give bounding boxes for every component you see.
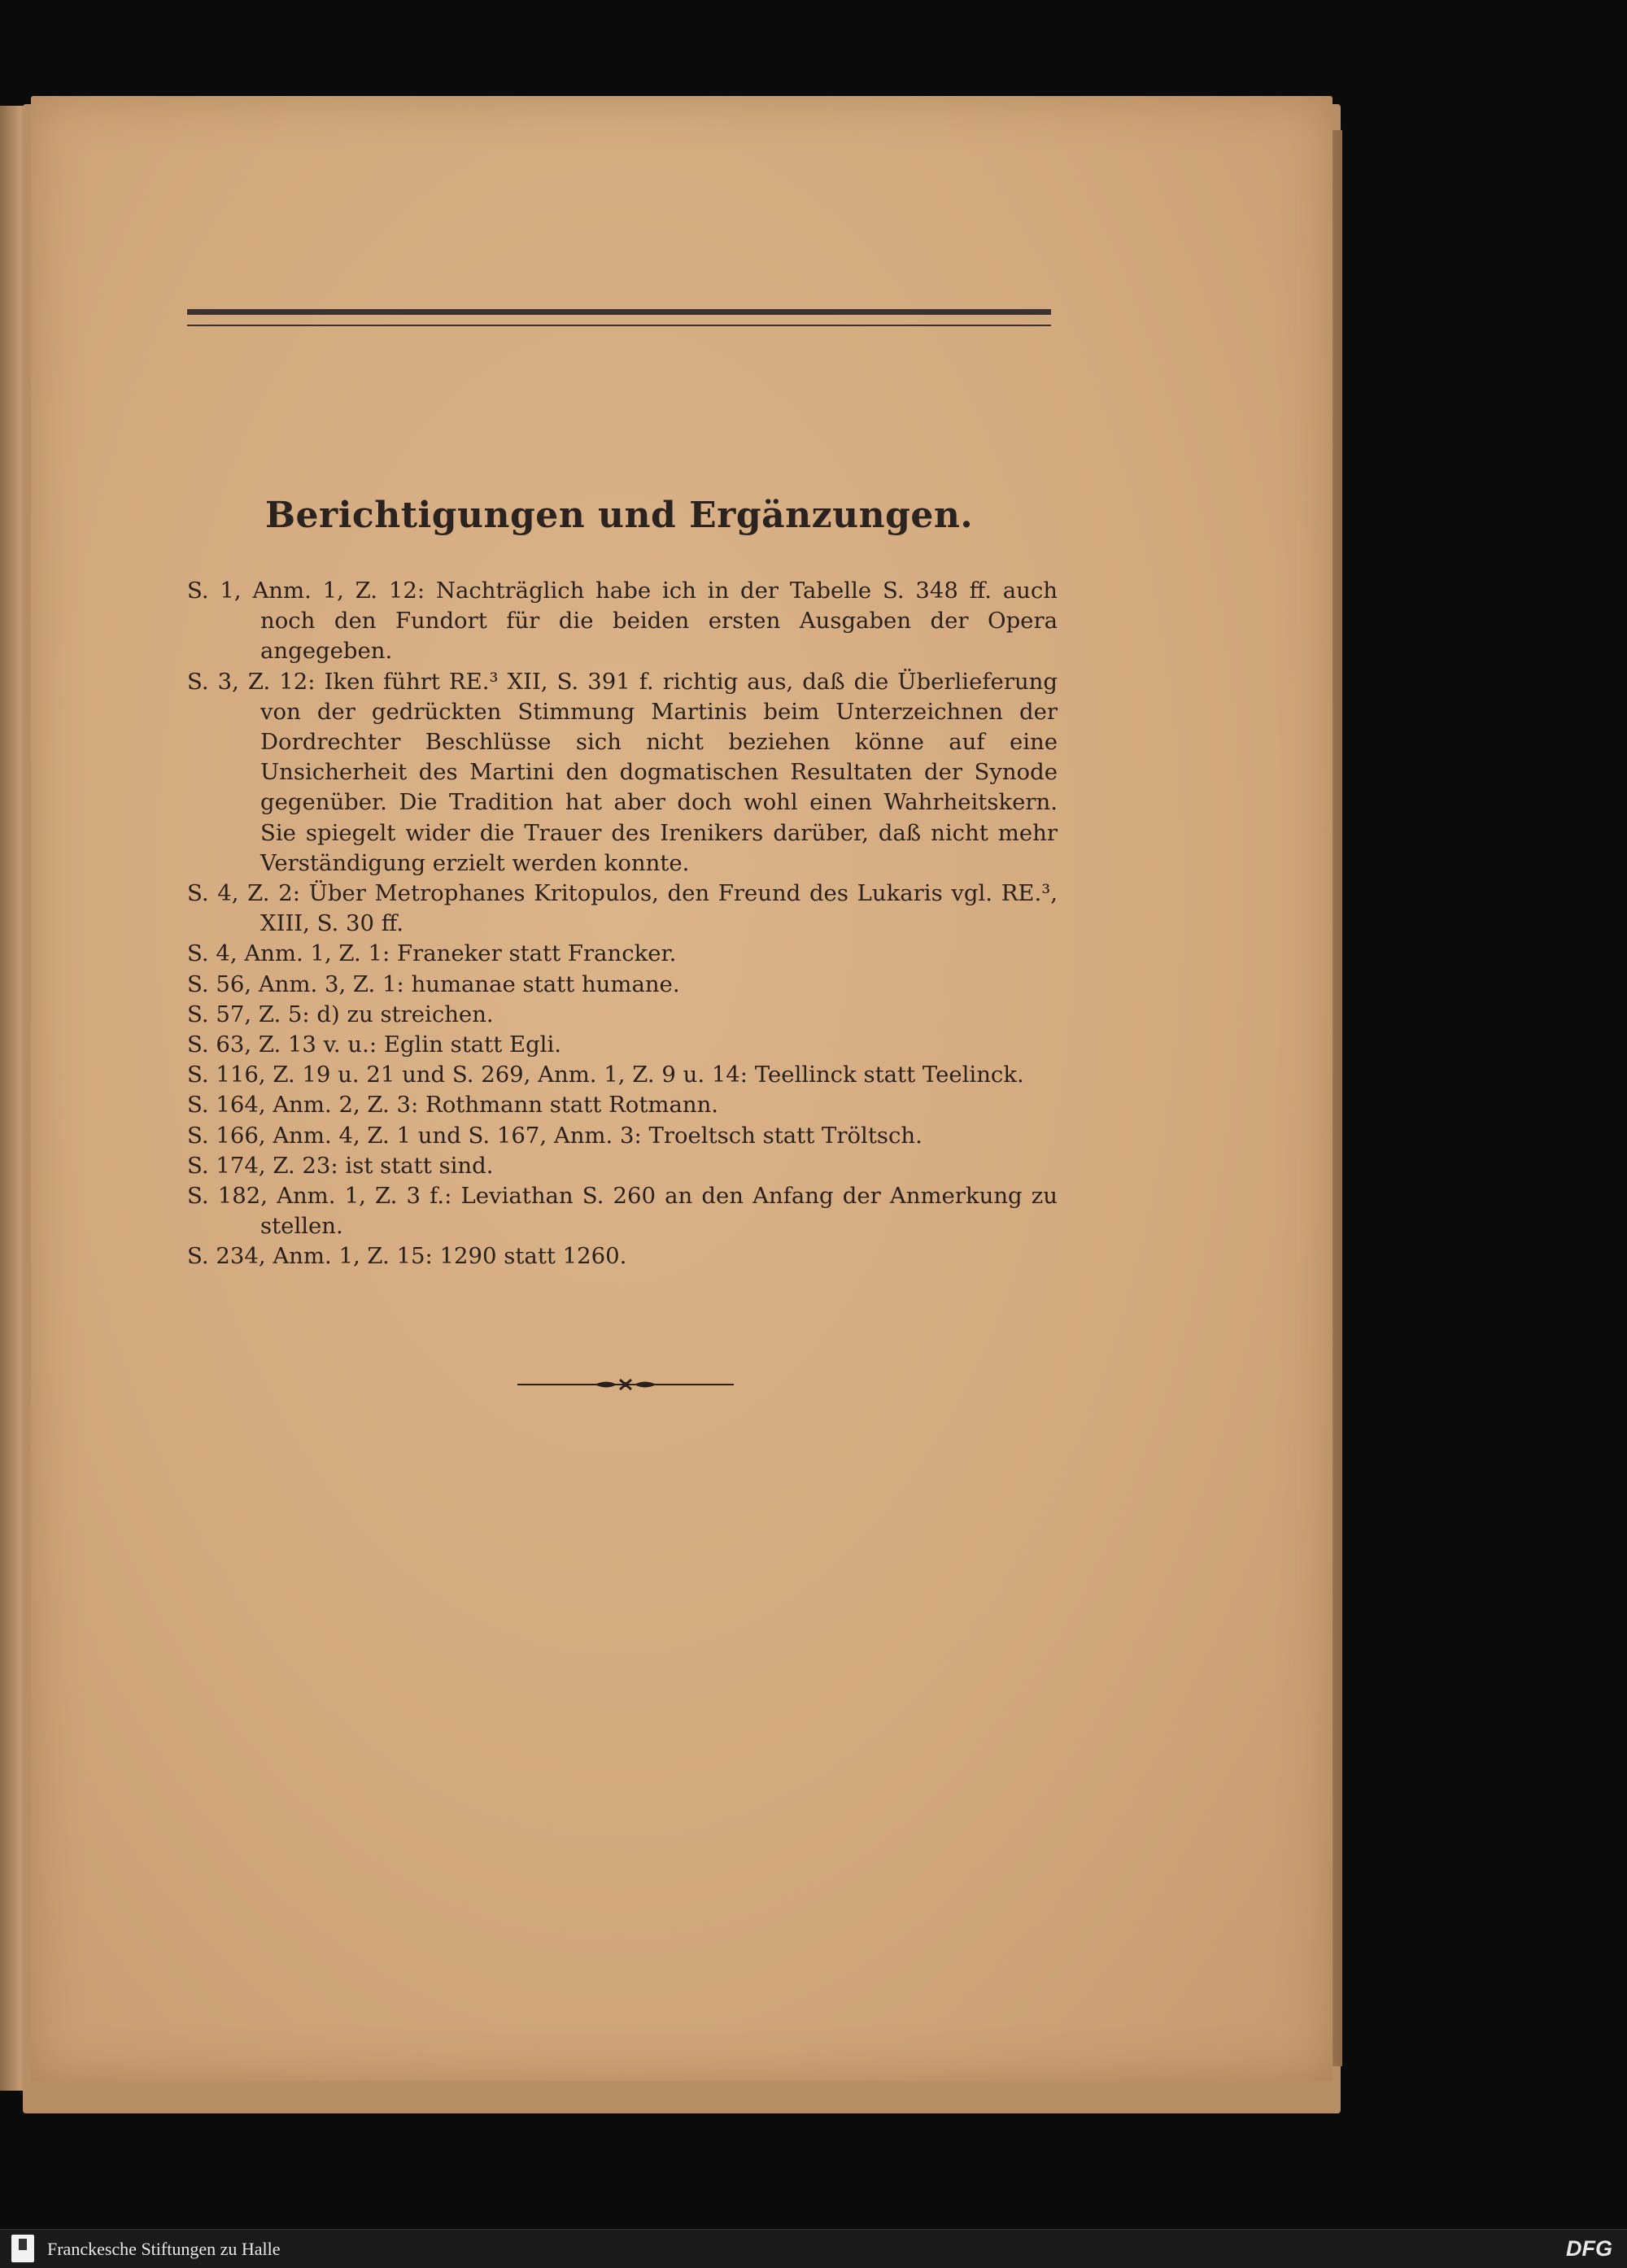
list-item: S. 166, Anm. 4, Z. 1 und S. 167, Anm. 3: Troeltsch statt Tröltsch. (187, 1122, 923, 1149)
list-item: S. 234, Anm. 1, Z. 15: 1290 statt 1260. (187, 1243, 627, 1270)
list-item: S. 63, Z. 13 v. u.: Eglin statt Egli. (187, 1032, 562, 1058)
institution-name: Franckesche Stiftungen zu Halle (47, 2239, 281, 2259)
list-item: S. 56, Anm. 3, Z. 1: humanae statt humane. (187, 970, 680, 997)
viewer-footer (0, 2229, 1627, 2268)
institution-logo-icon (11, 2235, 34, 2262)
list-item: S. 4, Z. 2: Über Metrophanes Kritopulos, den Freund des Lukaris vgl. RE.³, XIII, S. 30 ff. (187, 880, 1058, 937)
fleuron-divider-icon (517, 1375, 734, 1394)
list-item: S. 116, Z. 19 u. 21 und S. 269, Anm. 1, Z. 9 u. 14: Teellinck statt Teelinck. (187, 1062, 1024, 1088)
funder-logo: DFG (1566, 2236, 1612, 2261)
list-item: S. 57, Z. 5: d) zu streichen. (187, 1001, 494, 1027)
header-rule-thick (187, 309, 1051, 315)
list-item: S. 174, Z. 23: ist statt sind. (187, 1152, 494, 1179)
list-item: S. 3, Z. 12: Iken führt RE.³ XII, S. 391 f. richtig aus, daß die Überlieferung von der gedrückten Stimmung Martinis beim Unterzeichnen der Dordrechter Beschlüsse sich nicht beziehen könne auf eine Unsicherheit des Martini den dogmatischen Resultaten der Synode gegenüber. Die Tradition hat aber doch wohl einen Wahrheitskern. Sie spiegelt wider die Trauer des Irenikers darüber, daß nicht mehr Verständigung erzielt werden konnte. (187, 668, 1058, 876)
corrections-list (187, 576, 1058, 1272)
header-rule-thin (187, 325, 1051, 326)
list-item: S. 164, Anm. 2, Z. 3: Rothmann statt Rotmann. (187, 1092, 719, 1119)
list-item: S. 182, Anm. 1, Z. 3 f.: Leviathan S. 260 an den Anfang der Anmerkung zu stellen. (187, 1183, 1058, 1240)
list-item: S. 4, Anm. 1, Z. 1: Franeker statt Francker. (187, 940, 677, 967)
page-title: Berichtigungen und Ergänzungen. (264, 495, 974, 536)
list-item: S. 1, Anm. 1, Z. 12: Nachträglich habe ich in der Tabelle S. 348 ff. auch noch den Fundort für die beiden ersten Ausgaben der Opera angegeben. (187, 578, 1058, 665)
